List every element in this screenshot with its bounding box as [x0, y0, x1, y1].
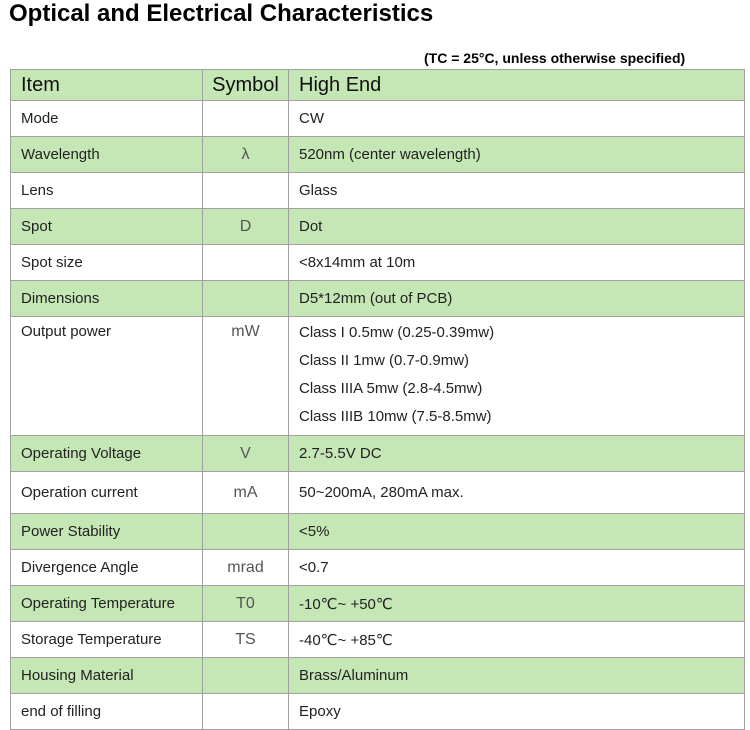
value-cell: [289, 317, 745, 436]
table-row: [11, 317, 745, 436]
symbol-cell: mrad: [203, 550, 289, 586]
table-row: [11, 550, 745, 586]
item-cell: Spot size: [11, 245, 203, 281]
symbol-cell: D: [203, 209, 289, 245]
item-cell: Mode: [11, 101, 203, 137]
symbol-cell: [203, 514, 289, 550]
symbol-cell: [203, 281, 289, 317]
output-power-class-line: Class II 1mw (0.7-0.9mw): [299, 352, 470, 369]
item-cell: Lens: [11, 173, 203, 209]
column-header-high-end: High End: [289, 70, 745, 101]
symbol-cell: V: [203, 436, 289, 472]
table-row: [11, 658, 745, 694]
symbol-cell: [203, 694, 289, 730]
value-cell: 520nm (center wavelength): [289, 137, 745, 173]
item-cell: Operating Temperature: [11, 586, 203, 622]
table-row: [11, 514, 745, 550]
item-cell: Divergence Angle: [11, 550, 203, 586]
value-cell: Brass/Aluminum: [289, 658, 745, 694]
output-power-class-line: Class IIIA 5mw (2.8-4.5mw): [299, 380, 483, 397]
symbol-cell: λ: [203, 137, 289, 173]
table-row: [11, 281, 745, 317]
table-row: [11, 209, 745, 245]
value-cell: 2.7-5.5V DC: [289, 436, 745, 472]
value-cell: D5*12mm (out of PCB): [289, 281, 745, 317]
characteristics-table: [10, 69, 745, 730]
output-power-class-line: Class IIIB 10mw (7.5-8.5mw): [299, 408, 492, 425]
value-cell: <8x14mm at 10m: [289, 245, 745, 281]
item-cell: Output power: [11, 317, 203, 436]
value-cell: -10℃~ +50℃: [289, 586, 745, 622]
symbol-cell: mW: [203, 317, 289, 436]
value-cell: -40℃~ +85℃: [289, 622, 745, 658]
symbol-cell: [203, 101, 289, 137]
table-header-row: [11, 70, 745, 101]
symbol-cell: [203, 245, 289, 281]
table-row: [11, 436, 745, 472]
page-title: Optical and Electrical Characteristics: [9, 0, 434, 27]
value-cell: Epoxy: [289, 694, 745, 730]
table-row: [11, 586, 745, 622]
item-cell: Spot: [11, 209, 203, 245]
symbol-cell: TS: [203, 622, 289, 658]
table-row: [11, 137, 745, 173]
table-row: [11, 694, 745, 730]
item-cell: Housing Material: [11, 658, 203, 694]
symbol-cell: mA: [203, 472, 289, 514]
column-header-symbol: Symbol: [203, 70, 289, 101]
table-row: [11, 245, 745, 281]
table-row: [11, 173, 745, 209]
table-row: [11, 622, 745, 658]
item-cell: Wavelength: [11, 137, 203, 173]
value-cell: Dot: [289, 209, 745, 245]
value-cell: <0.7: [289, 550, 745, 586]
symbol-cell: [203, 173, 289, 209]
item-cell: Power Stability: [11, 514, 203, 550]
value-cell: Glass: [289, 173, 745, 209]
value-cell: CW: [289, 101, 745, 137]
symbol-cell: T0: [203, 586, 289, 622]
item-cell: Operation current: [11, 472, 203, 514]
output-power-class-line: Class I 0.5mw (0.25-0.39mw): [299, 324, 495, 341]
symbol-cell: [203, 658, 289, 694]
item-cell: Dimensions: [11, 281, 203, 317]
table-row: [11, 472, 745, 514]
column-header-item: Item: [11, 70, 203, 101]
item-cell: Operating Voltage: [11, 436, 203, 472]
item-cell: Storage Temperature: [11, 622, 203, 658]
value-cell: <5%: [289, 514, 745, 550]
value-cell: 50~200mA, 280mA max.: [289, 472, 745, 514]
table-row: [11, 101, 745, 137]
item-cell: end of filling: [11, 694, 203, 730]
test-condition-note: (TC = 25°C, unless otherwise specified): [424, 50, 686, 66]
